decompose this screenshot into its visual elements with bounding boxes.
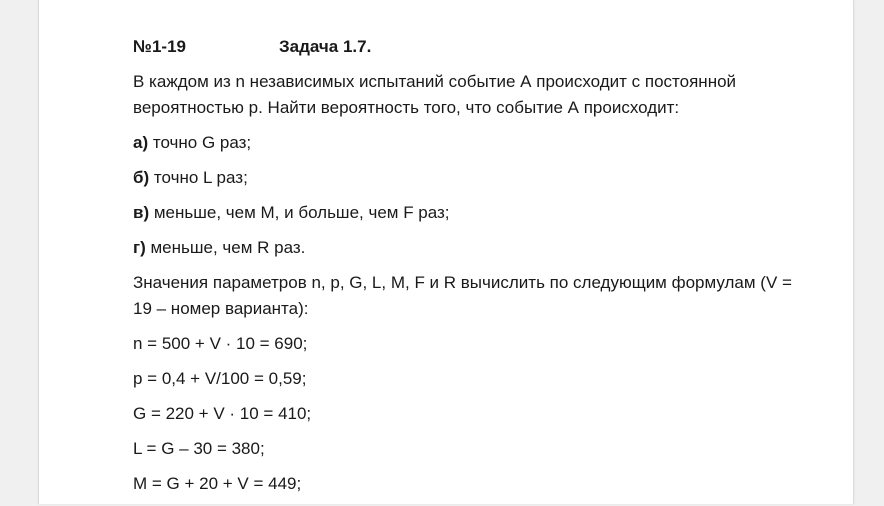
item-label: б): [133, 168, 150, 187]
list-item: [133, 130, 813, 156]
task-intro: В каждом из n независимых испытаний событие А происходит с постоянной вероятностью р. Найти вероятность того, что событие А происходит:: [133, 72, 737, 117]
document-content: [133, 34, 813, 506]
parameters-paragraph: Значения параметров n, р, G, L, М, F и R вычислить по следующим формулам (V = 19 – номер варианта):: [133, 273, 792, 318]
task-title: Задача 1.7.: [279, 37, 372, 56]
item-text: меньше, чем R раз.: [150, 238, 306, 257]
formula-n: n = 500 + V · 10 = 690;: [133, 334, 308, 353]
task-number: №1-19: [133, 37, 186, 56]
item-text: точно G раз;: [152, 133, 252, 152]
task-heading: [133, 34, 813, 60]
item-label: в): [133, 203, 150, 222]
list-item: [133, 200, 813, 226]
item-label: а): [133, 133, 149, 152]
item-text: точно L раз;: [153, 168, 248, 187]
document-page: [38, 0, 854, 504]
list-item: [133, 165, 813, 191]
item-text: меньше, чем М, и больше, чем F раз;: [153, 203, 450, 222]
formula-l: L = G – 30 = 380;: [133, 439, 265, 458]
list-item: [133, 235, 813, 261]
formula-g: G = 220 + V · 10 = 410;: [133, 404, 312, 423]
formula-m: M = G + 20 + V = 449;: [133, 474, 302, 493]
formula-p: р = 0,4 + V/100 = 0,59;: [133, 369, 307, 388]
item-label: г): [133, 238, 146, 257]
